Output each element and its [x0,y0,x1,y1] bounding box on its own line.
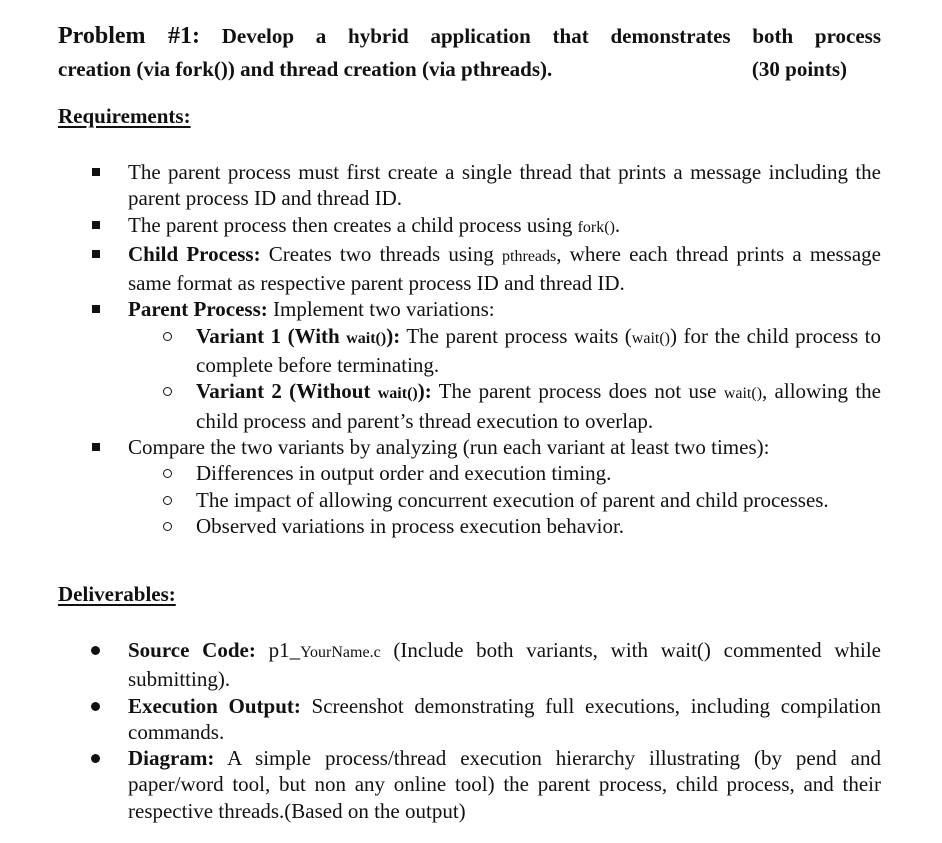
item-text: Differences in output order and execution timing. [196,461,612,486]
code-text: fork() [577,218,615,236]
requirements-heading: Requirements: [58,104,191,128]
list-item [0,159,942,212]
variant-label: Variant 1 (With [196,323,347,348]
item-text: The parent process must first create a single thread that prints a message including the parent process ID and thread ID. [128,160,881,211]
item-text: A simple process/thread execution hierarchy illustrating (by pend and paper/word tool, but non any online tool) the parent process, child process, and their respective threads.(Based on the output) [128,746,881,823]
item-text: (Include both variants, with wait() commented while submitting). [128,638,881,692]
circle-bullet-icon [163,332,172,341]
sub-list-item [0,513,942,539]
code-text: wait() [723,385,763,403]
item-bold-label: Child Process: [128,241,261,266]
item-text: Screenshot demonstrating full executions, including compilation commands. [128,693,882,744]
circle-bullet-icon [163,387,172,396]
item-text: Observed variations in process execution behavior. [196,513,625,538]
item-text: ) for the child process to complete before terminating. [196,323,881,378]
code-text: wait() [631,329,670,347]
sub-list-item [0,487,942,513]
item-bold-label: Source Code: [128,638,256,662]
title-line-2 [58,53,881,86]
list-item [0,745,942,824]
list-item [0,296,942,322]
title-line-1 [58,20,881,53]
deliverables-list [0,637,942,824]
dot-bullet-icon [91,702,100,711]
problem-title [58,20,881,86]
item-text: p1_ [255,638,301,662]
square-bullet-icon [92,250,100,258]
variant-label: ): [417,379,432,404]
variant-label: ): [386,323,401,348]
code-text: wait() [377,385,418,403]
item-text: , where each thread prints a message same format as respective parent process ID and thread ID. [128,241,881,296]
dot-bullet-icon [91,646,100,655]
item-bold-label: Execution Output: [128,693,301,718]
square-bullet-icon [92,168,100,176]
item-text: The parent process does not use [431,379,724,404]
item-bold-label: Diagram: [128,746,215,771]
item-text: The parent process waits ( [400,323,632,348]
square-bullet-icon [92,221,100,229]
list-item [0,434,942,460]
problem-title-text: Develop a hybrid application that demonstrates both process [221,24,882,48]
variant-label: Variant 2 (Without [196,379,378,404]
circle-bullet-icon [163,496,172,505]
list-item [0,241,942,297]
square-bullet-icon [92,305,100,313]
item-text: Creates two threads using [260,241,503,266]
item-text: , allowing the child process and parent’s thread execution to overlap. [196,379,881,433]
sub-list-item [0,323,942,379]
problem-title-text-2: creation (via fork()) and thread creation (via pthreads). [58,57,553,81]
points-label: (30 points) [751,57,847,81]
item-text: Implement two variations: [267,297,495,322]
circle-bullet-icon [163,469,172,478]
dot-bullet-icon [91,754,100,763]
item-text: The impact of allowing concurrent execution of parent and child processes. [196,487,829,512]
sub-list-item [0,378,942,434]
code-text: YourName.c [300,644,381,661]
problem-label: Problem #1: [58,23,201,49]
square-bullet-icon [92,443,100,451]
list-item [0,637,942,693]
item-bold-label: Parent Process: [128,297,268,322]
item-text: The parent process then creates a child process using [128,212,578,237]
requirements-list [0,159,942,539]
list-item [0,693,942,746]
list-item [0,212,942,241]
sub-list-item [0,460,942,486]
deliverables-heading: Deliverables: [58,582,176,606]
code-text: pthreads [502,247,557,265]
item-text: . [614,212,621,237]
circle-bullet-icon [163,522,172,531]
item-text: Compare the two variants by analyzing (run each variant at least two times): [128,434,770,459]
code-text: wait() [346,329,387,347]
